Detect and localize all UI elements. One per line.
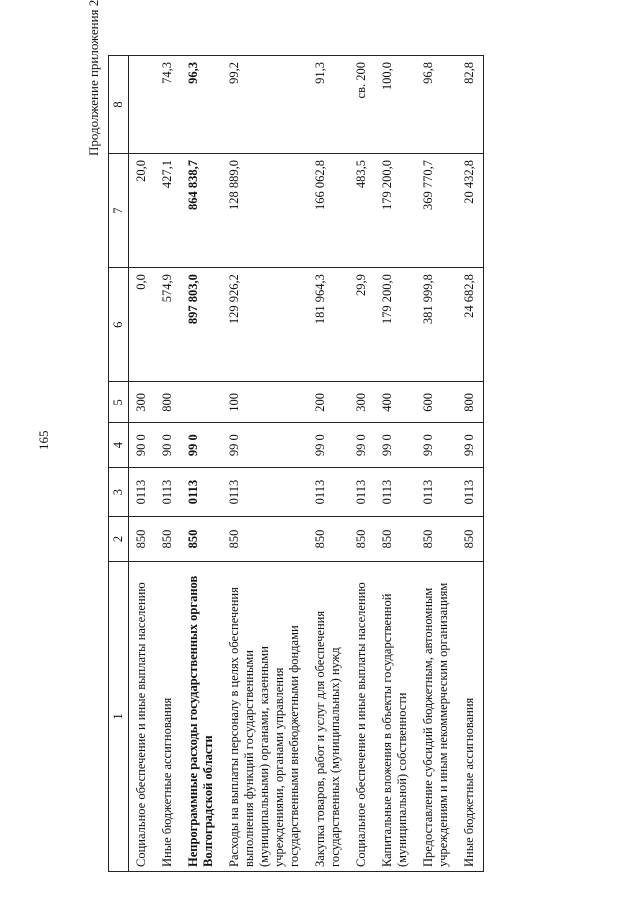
column-header: 5 (109, 382, 129, 423)
row-name-cell: Расходы на выплаты персоналу в целях обеспечения выполнения функций государственными (муниципальными) органами, казенными учреждениями, органами управления государственными внебюджетными фондами (222, 561, 308, 871)
cell-col-2: 850 (129, 517, 156, 562)
table-body (129, 56, 484, 872)
cell-col-2: 850 (457, 517, 484, 562)
appendix-caption: Продолжение приложения 2 (86, 0, 101, 156)
table-row (181, 56, 222, 872)
table-row (222, 56, 308, 872)
cell-col-6: 129 926,2 (222, 268, 308, 382)
cell-col-3: 0113 (375, 468, 416, 517)
cell-col-5: 100 (222, 382, 308, 423)
cell-col-2: 850 (349, 517, 375, 562)
cell-col-3: 0113 (155, 468, 181, 517)
cell-col-5: 800 (155, 382, 181, 423)
row-name-cell: Иные бюджетные ассигнования (155, 561, 181, 871)
cell-col-6: 24 682,8 (457, 268, 484, 382)
column-header: 6 (109, 268, 129, 382)
row-name-cell: Социальное обеспечение и иные выплаты населению (349, 561, 375, 871)
cell-col-8: 100,0 (375, 56, 416, 154)
cell-col-4: 99 0 (457, 423, 484, 468)
cell-col-4: 99 0 (222, 423, 308, 468)
cell-col-7: 128 889,0 (222, 153, 308, 267)
cell-col-8: 96,3 (181, 56, 222, 154)
cell-col-7: 483,5 (349, 153, 375, 267)
cell-col-8: 74,3 (155, 56, 181, 154)
cell-col-2: 850 (222, 517, 308, 562)
table-row (155, 56, 181, 872)
cell-col-6: 0,0 (129, 268, 156, 382)
cell-col-3: 0113 (222, 468, 308, 517)
cell-col-7: 20 432,8 (457, 153, 484, 267)
column-header: 8 (109, 56, 129, 154)
cell-col-3: 0113 (129, 468, 156, 517)
cell-col-6: 181 964,3 (308, 268, 349, 382)
table-row (375, 56, 416, 872)
table-header-row (109, 56, 129, 872)
cell-col-8: 96,8 (416, 56, 457, 154)
cell-col-4: 90 0 (129, 423, 156, 468)
cell-col-6: 29,9 (349, 268, 375, 382)
cell-col-2: 850 (308, 517, 349, 562)
cell-col-4: 90 0 (155, 423, 181, 468)
row-name-cell: Социальное обеспечение и иные выплаты населению (129, 561, 156, 871)
cell-col-7: 179 200,0 (375, 153, 416, 267)
row-name-cell: Предоставление субсидий бюджетным, автономным учреждениям и иным некоммерческим организациям (416, 561, 457, 871)
cell-col-6: 897 803,0 (181, 268, 222, 382)
cell-col-3: 0113 (457, 468, 484, 517)
column-header: 3 (109, 468, 129, 517)
budget-table (108, 55, 484, 872)
cell-col-4: 99 0 (349, 423, 375, 468)
cell-col-5: 800 (457, 382, 484, 423)
table-row (416, 56, 457, 872)
column-header: 2 (109, 517, 129, 562)
cell-col-8: св. 200 (349, 56, 375, 154)
cell-col-4: 99 0 (416, 423, 457, 468)
cell-col-7: 369 770,7 (416, 153, 457, 267)
cell-col-4: 99 0 (181, 423, 222, 468)
cell-col-8: 99,2 (222, 56, 308, 154)
row-name-cell: Капитальные вложения в объекты государственной (муниципальной) собственности (375, 561, 416, 871)
cell-col-3: 0113 (308, 468, 349, 517)
cell-col-2: 850 (155, 517, 181, 562)
budget-table-container (108, 55, 588, 872)
cell-col-4: 99 0 (375, 423, 416, 468)
page-number: 165 (36, 430, 51, 450)
table-row (308, 56, 349, 872)
cell-col-7: 864 838,7 (181, 153, 222, 267)
cell-col-5: 200 (308, 382, 349, 423)
cell-col-7: 427,1 (155, 153, 181, 267)
cell-col-3: 0113 (416, 468, 457, 517)
cell-col-5 (181, 382, 222, 423)
cell-col-7: 20,0 (129, 153, 156, 267)
cell-col-5: 400 (375, 382, 416, 423)
cell-col-5: 600 (416, 382, 457, 423)
cell-col-2: 850 (181, 517, 222, 562)
cell-col-3: 0113 (181, 468, 222, 517)
cell-col-4: 99 0 (308, 423, 349, 468)
cell-col-7: 166 062,8 (308, 153, 349, 267)
row-name-cell: Иные бюджетные ассигнования (457, 561, 484, 871)
cell-col-6: 381 999,8 (416, 268, 457, 382)
row-name-cell: Закупка товаров, работ и услуг для обеспечения государственных (муниципальных) нужд (308, 561, 349, 871)
column-header: 1 (109, 561, 129, 871)
cell-col-3: 0113 (349, 468, 375, 517)
row-name-cell: Непрограммные расходы государственных органов Волгоградской области (181, 561, 222, 871)
table-row (129, 56, 156, 872)
cell-col-6: 574,9 (155, 268, 181, 382)
cell-col-5: 300 (349, 382, 375, 423)
cell-col-8 (129, 56, 156, 154)
column-header: 7 (109, 153, 129, 267)
cell-col-8: 82,8 (457, 56, 484, 154)
cell-col-2: 850 (375, 517, 416, 562)
cell-col-2: 850 (416, 517, 457, 562)
cell-col-8: 91,3 (308, 56, 349, 154)
column-header: 4 (109, 423, 129, 468)
cell-col-6: 179 200,0 (375, 268, 416, 382)
cell-col-5: 300 (129, 382, 156, 423)
table-row (349, 56, 375, 872)
table-row (457, 56, 484, 872)
